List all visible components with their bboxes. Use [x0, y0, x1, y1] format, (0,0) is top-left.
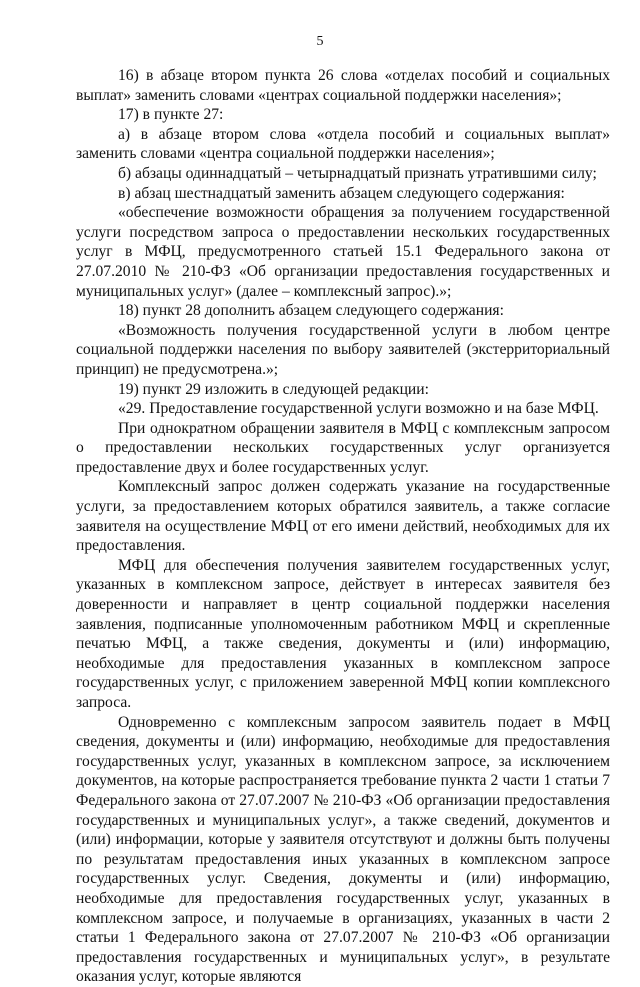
paragraph-19: 19) пункт 29 изложить в следующей редакции: [118, 380, 429, 398]
paragraph-quote-complex-request: «обеспечение возможности обращения за получением государственной услуги посредством запроса о предоставлении нескольких государственных услуг в МФЦ, предусмотренного статьей 15.1 Федерального закона от 27.07.2010 № 210-ФЗ «Об организации предоставления государственных и муниципальных услуг» (далее – комплексный запрос).»; [76, 204, 610, 300]
paragraph-simultaneous-submission: Одновременно с комплексным запросом заявитель подает в МФЦ сведения, документы и (или) информацию, необходимые для предоставления государственных услуг, указанных в комплексном запросе, за исключением документов, на которые распространяется требование пункта 2 части 1 статьи 7 Федерального закона от 27.07.2007 № 210-ФЗ «Об организации предоставления государственных и муниципальных услуг», а также сведений, документов и (или) информации, которые у заявителя отсутствуют и должны быть получены по результатам предоставления иных указанных в комплексном запросе государственных услуг. Сведения, документы и (или) информацию, необходимые для предоставления государственных услуг, указанных в комплексном запросе, и получаемые в организациях, указанных в части 2 статьи 1 Федерального закона от 27.07.2007 № 210-ФЗ «Об организации предоставления государственных и муниципальных услуг», в результате оказания услуг, которые являются [76, 713, 610, 986]
page-number: 5 [316, 34, 324, 49]
paragraph-17: 17) в пункте 27: [118, 106, 224, 124]
paragraph-18: 18) пункт 28 дополнить абзацем следующего содержания: [118, 302, 504, 320]
paragraph-16: 16) в абзаце втором пункта 26 слова «отделах пособий и социальных выплат» заменить словами «центрах социальной поддержки населения»; [76, 67, 610, 104]
paragraph-quote-extraterritorial: «Возможность получения государственной услуги в любом центре социальной поддержки населения по выбору заявителей (экстерриториальный принцип) не предусмотрена.»; [76, 321, 610, 378]
paragraph-29: «29. Предоставление государственной услуги возможно и на базе МФЦ. [118, 400, 599, 418]
paragraph-17-v: в) абзац шестнадцатый заменить абзацем следующего содержания: [118, 184, 565, 202]
paragraph-17-b: б) абзацы одиннадцатый – четырнадцатый признать утратившими силу; [118, 164, 597, 182]
paragraph-17-a: а) в абзаце втором слова «отдела пособий и социальных выплат» заменить словами «центра социальной поддержки населения»; [76, 125, 610, 163]
paragraph-mfc-actions: МФЦ для обеспечения получения заявителем государственных услуг, указанных в комплексном запросе, действует в интересах заявителя без доверенности и направляет в центр социальной поддержки населения заявления, подписанные уполномоченным работником МФЦ и скрепленные печатью МФЦ, а также сведения, документы и (или) информацию, необходимые для предоставления указанных в комплексном запросе государственных услуг, с приложением заверенной МФЦ копии комплексного запроса. [76, 556, 610, 711]
paragraph-single-request: При однократном обращении заявителя в МФЦ с комплексным запросом о предоставлении нескольких государственных услуг организуется предоставление двух и более государственных услуг. [76, 419, 610, 476]
document-body [76, 66, 610, 987]
paragraph-request-content: Комплексный запрос должен содержать указание на государственные услуги, за предоставлением которых обратился заявитель, а также согласие заявителя на осуществление МФЦ от его имени действий, необходимых для их предоставления. [76, 478, 610, 555]
